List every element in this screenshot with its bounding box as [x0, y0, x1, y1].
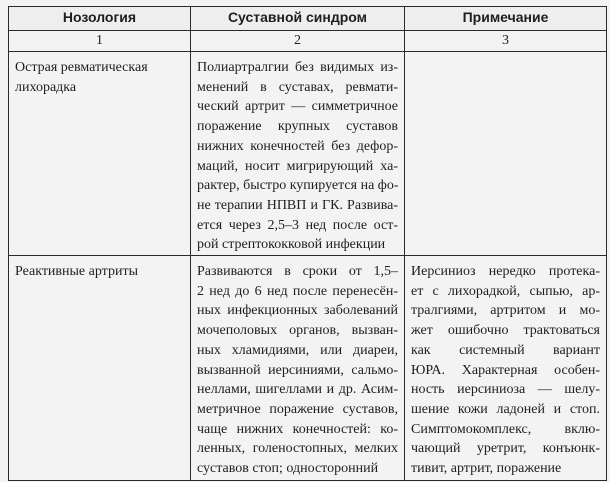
text-line: ных хламидиями, или диареи, — [197, 342, 398, 358]
text-line: Острая ревматическая — [15, 60, 148, 75]
text-line: поражение крупных суставов — [197, 119, 398, 135]
table-row — [9, 256, 607, 481]
column-number-3: 3 — [405, 31, 607, 52]
joint-syndrome-cell — [191, 52, 405, 256]
text-line: ность иерсиниоза — шелу- — [411, 382, 600, 398]
text-line: ет с лихорадкой, сыпью, ар- — [411, 283, 600, 299]
nosology-cell — [9, 256, 191, 481]
text-line: ческий артрит — симметричное — [197, 99, 398, 115]
text-line: ленных, голеностопных, мелких — [197, 441, 398, 457]
text-line: неллами, шигеллами и др. Асим- — [197, 382, 398, 398]
text-line: ных инфекционных заболеваний — [197, 303, 398, 319]
text-line: ЮРА. Характерная особен- — [411, 362, 600, 378]
text-line: Симптомокомплекс, вклю- — [411, 421, 600, 437]
column-number-1: 1 — [9, 31, 191, 52]
text-line: вызванной иерсиниями, сальмо- — [197, 362, 398, 378]
header-joint-syndrome: Суставной синдром — [191, 7, 405, 31]
text-line: не терапии НПВП и ГК. Развива- — [197, 197, 398, 213]
text-line: тивит, артрит, поражение — [411, 461, 562, 477]
text-line: метричное поражение суставов, — [197, 401, 398, 417]
text-line: Развиваются в сроки от 1,5– — [197, 264, 398, 280]
column-number-row — [9, 31, 607, 52]
nosology-cell — [9, 52, 191, 256]
text-line: мочеполовых органов, вызван- — [197, 323, 398, 339]
text-line: 2 нед до 6 нед после перенесён- — [197, 283, 398, 299]
text-line: чаще нижних конечностей: ко- — [197, 421, 398, 437]
text-line: менений в суставах, ревмати- — [197, 79, 398, 95]
column-number-2: 2 — [191, 31, 405, 52]
text-line: Полиартралгии без видимых из- — [197, 60, 398, 75]
text-line: нижних конечностей без дефор- — [197, 138, 398, 154]
text-line: ется через 2,5–3 нед после ост- — [197, 217, 398, 233]
text-line: рактер, быстро купируется на фо- — [197, 178, 399, 194]
text-line: шение кожи ладоней и стоп. — [411, 401, 600, 417]
text-line: маций, носит мигрирующий ха- — [197, 158, 398, 174]
nosology-table — [8, 6, 607, 481]
text-line: суставов стоп; односторонний — [197, 461, 379, 477]
header-row — [9, 7, 607, 31]
header-note: Примечание — [405, 7, 607, 31]
text-line: как системный вариант — [411, 342, 600, 358]
text-line: Реактивные артриты — [15, 264, 138, 280]
note-cell — [405, 52, 607, 256]
text-line: лихорадка — [15, 79, 77, 95]
joint-syndrome-cell — [191, 256, 405, 481]
text-line: рой стрептококковой инфекции — [197, 237, 386, 253]
text-line: чающий уретрит, конъюнк- — [411, 441, 600, 457]
text-line: жет ошибочно трактоваться — [411, 323, 600, 339]
text-line: Иерсиниоз нередко протека- — [411, 264, 600, 280]
header-nosology: Нозология — [9, 7, 191, 31]
table-row — [9, 52, 607, 256]
note-cell — [405, 256, 607, 481]
text-line: тралгиями, артритом и мо- — [411, 303, 600, 319]
